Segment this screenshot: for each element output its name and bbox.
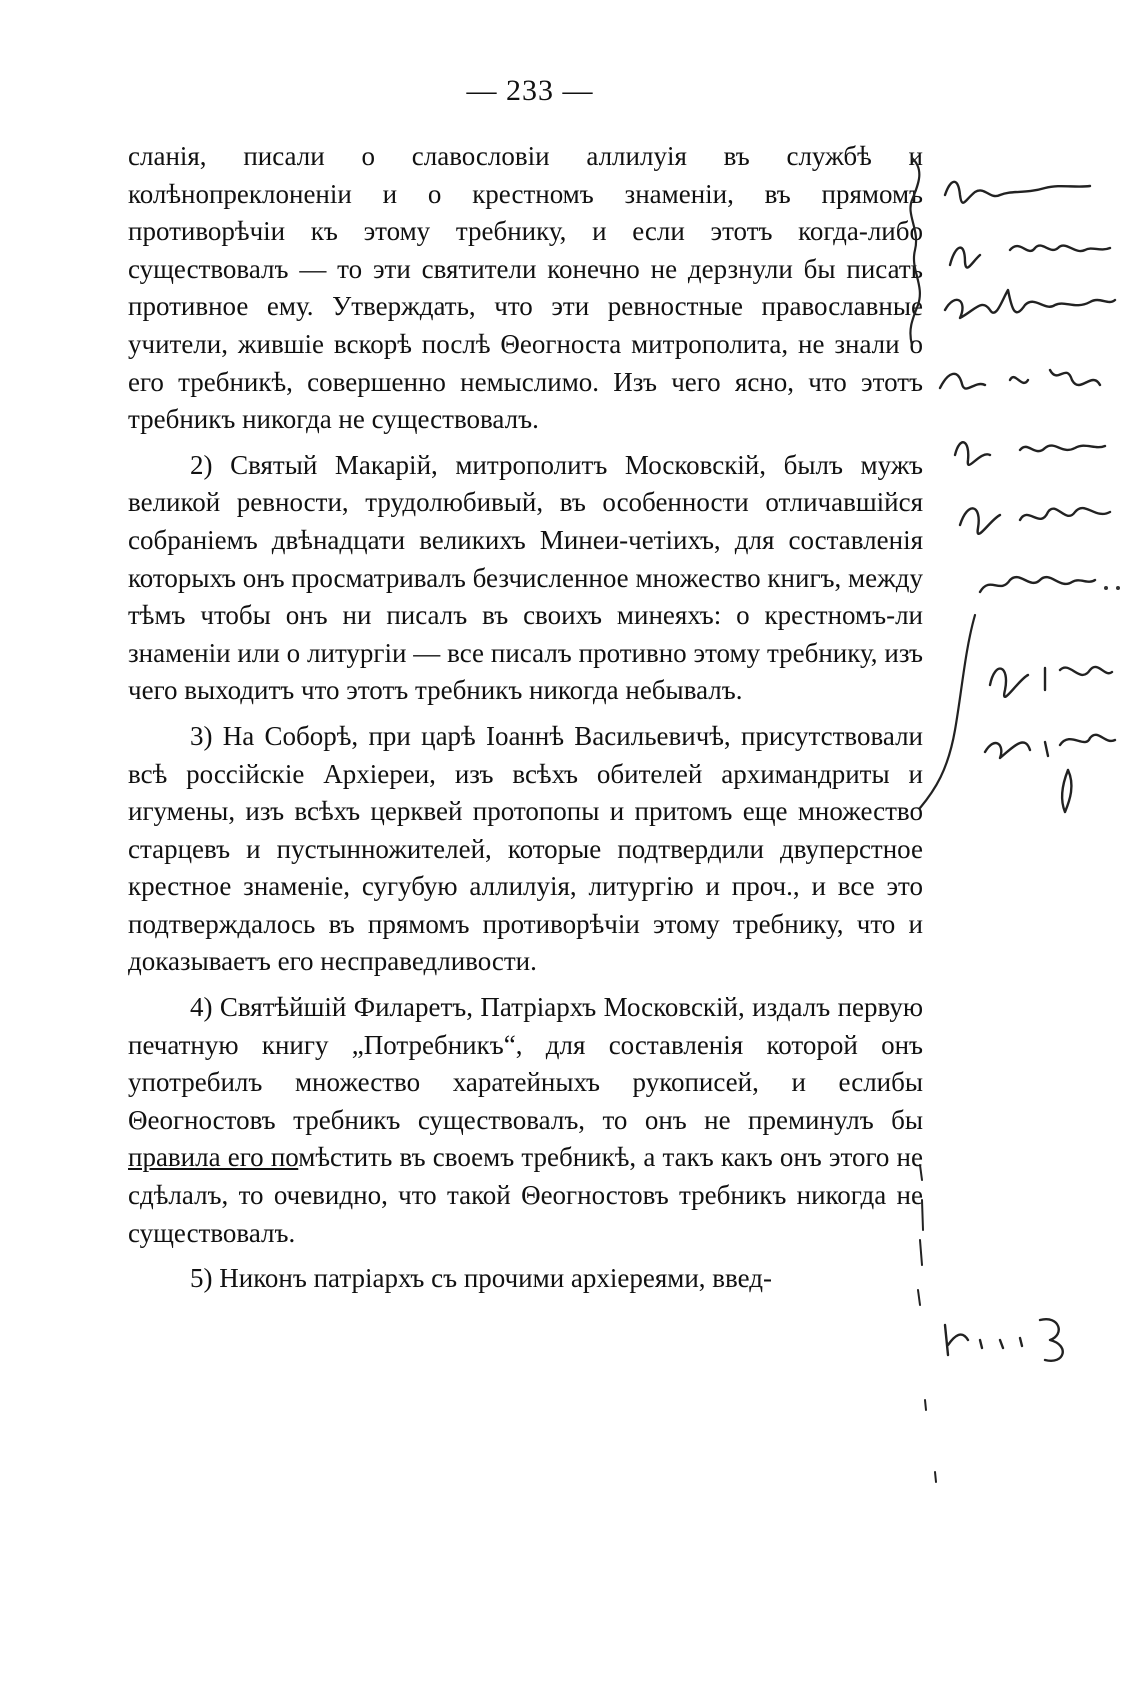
stray-mark xyxy=(935,1472,936,1482)
handwriting-line-4 xyxy=(940,370,1100,389)
paragraph-point-4-start: 4) Святѣйшій Филаретъ, Патріархъ Московскій, издалъ первую печатную книгу „Потребникъ“, для составленія которой онъ употребилъ множество харатейныхъ рукописей, и еслибы Θеогностовъ требникъ существовалъ, то онъ не преминулъ бы xyxy=(128,992,923,1135)
handwriting-dot xyxy=(1104,586,1108,590)
handwriting-line-5 xyxy=(955,442,1105,465)
stray-mark xyxy=(925,1400,926,1410)
paragraph-point-5: 5) Никонъ патріархъ съ прочими архіереями, введ- xyxy=(190,1263,772,1294)
handwriting-dot xyxy=(1116,586,1120,590)
handwriting-line-2 xyxy=(950,246,1110,268)
body-text xyxy=(128,138,923,1306)
paragraph-point-4-end: мѣстить въ своемъ требникѣ, а такъ какъ онъ этого не сдѣлалъ, то очевидно, что такой Θеогностовъ требникъ никогда не существовалъ. xyxy=(128,1142,923,1248)
handwriting-line-7 xyxy=(980,577,1095,592)
page-number: — 233 — xyxy=(466,74,594,107)
handwriting-line-8 xyxy=(990,667,1112,697)
handwriting-line-10 xyxy=(1062,770,1071,812)
paragraph-point-2: 2) Святый Макарій, митрополитъ Московскій, былъ мужъ великой ревности, трудолюбивый, въ особенности отличавшійся собраніемъ двѣнадцати великихъ Минеи-четіихъ, для составленія которыхъ онъ просматривалъ безчисленное множество книгъ, между тѣмъ чтобы онъ ни писалъ въ своихъ минеяхъ: о крестномъ-ли знаменіи или о литургіи — все писалъ противно этому требнику, изъ чего выходитъ что этотъ требникъ никогда небывалъ. xyxy=(128,449,923,706)
paragraph-point-3: 3) На Соборѣ, при царѣ Іоаннѣ Васильевичѣ, присутствовали всѣ россійскіе Архіереи, изъ всѣхъ обителей архимандриты и игумены, изъ всѣхъ церквей протопопы и притомъ еще множество старцевъ и пустынножителей, которые подтвердили двуперстное крестное знаменіе, сугубую аллилуія, литургію и проч., и все это подтверждалось въ прямомъ противорѣчіи этому требнику, что и доказываетъ его несправедливости. xyxy=(128,720,923,977)
handwriting-line-6 xyxy=(960,508,1110,534)
handwriting-line-9 xyxy=(985,735,1115,758)
handwriting-line-1 xyxy=(945,182,1090,203)
paragraph-point-4 xyxy=(128,989,923,1252)
handwriting-line-11 xyxy=(945,1319,1063,1361)
underlined-phrase: правила его по xyxy=(128,1142,299,1173)
handwriting-line-3 xyxy=(945,290,1115,318)
margin-bracket-middle xyxy=(920,615,975,808)
paragraph-continuation: сланія, писали о славословіи аллилуія въ службѣ и колѣнопреклоненіи и о крестномъ знаменіи, въ прямомъ противорѣчіи къ этому требнику, и если этотъ когда-либо существовалъ — то эти святители конечно не дерзнули бы писать противное ему. Утверждать, что эти ревностные православные учители, жившіе вскорѣ послѣ Θеогноста митрополита, не знали о его требникѣ, совершенно немыслимо. Изъ чего ясно, что этотъ требникъ никогда не существовалъ. xyxy=(128,141,923,435)
